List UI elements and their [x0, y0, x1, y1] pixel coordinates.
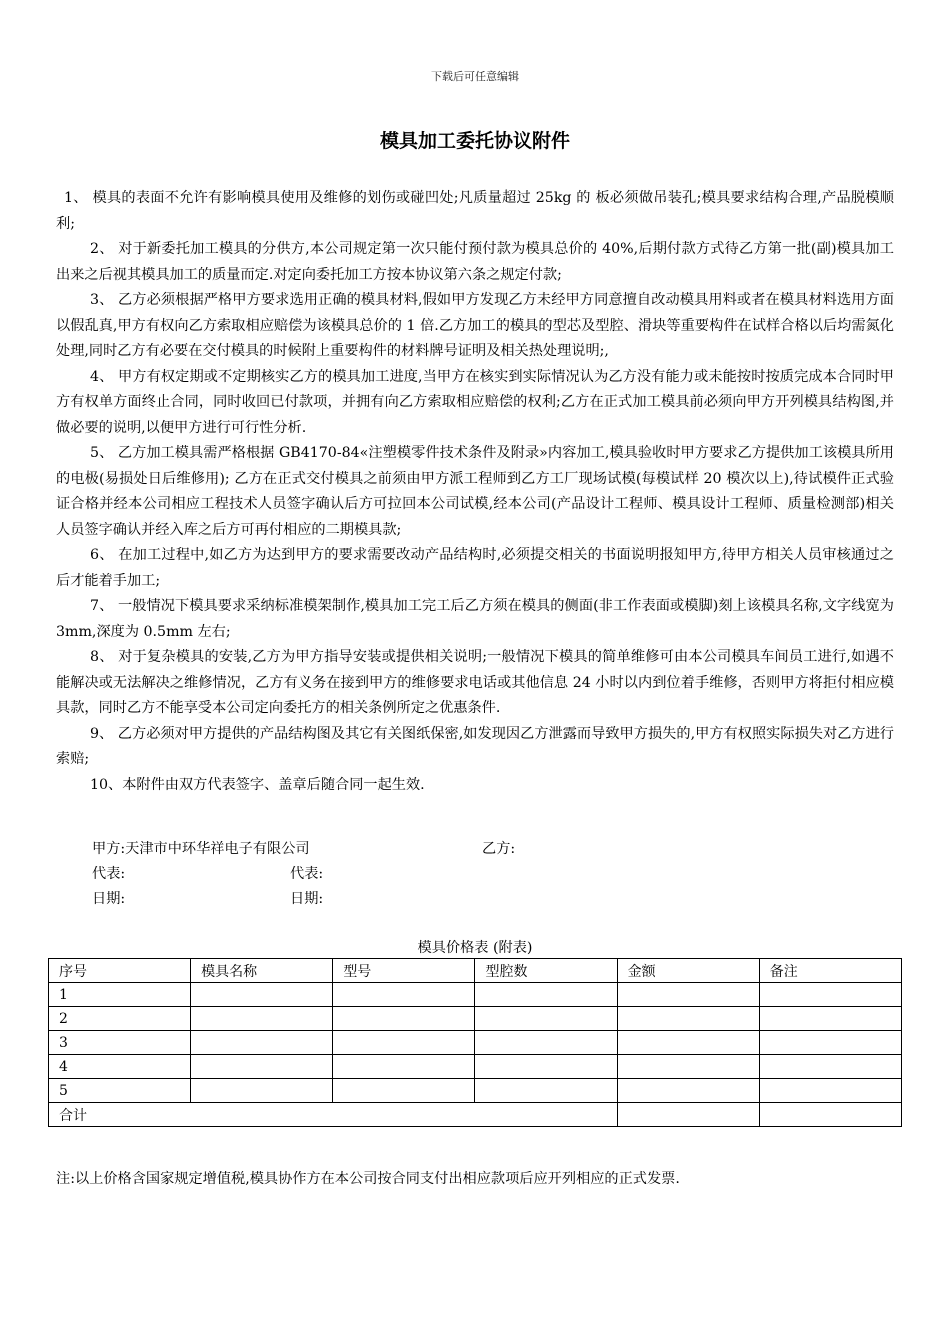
row-number: 3 [49, 1031, 191, 1055]
document-title: 模具加工委托协议附件 [379, 130, 570, 152]
table-row [49, 1031, 902, 1055]
table-cell [333, 1007, 475, 1031]
table-row [49, 1007, 902, 1031]
table-cell [333, 1031, 475, 1055]
clause-8: 8、 对于复杂模具的安装,乙方为甲方指导安装或提供相关说明;一般情况下模具的简单维修可由本公司模具车间员工进行,如遇不能解决或无法解决之维修情况，乙方有义务在接到甲方的维修要求电话或其他信息 24 小时以内到位着手维修，否则甲方将拒付相应模具款，同时乙方不能享受本公司定向委托方的相关条例所定之优惠条件. [56, 649, 894, 716]
date-a: 日期: [92, 891, 126, 907]
party-b: 乙方: [482, 841, 516, 857]
table-cell [475, 983, 617, 1007]
table-cell [333, 1079, 475, 1103]
table-cell [759, 1055, 901, 1079]
table-cell [191, 1079, 333, 1103]
total-amount-cell [617, 1103, 759, 1127]
table-cell [191, 1055, 333, 1079]
row-number: 2 [49, 1007, 191, 1031]
table-header-row [49, 959, 902, 983]
header-cell: 备注 [759, 959, 901, 983]
table-cell [333, 1055, 475, 1079]
clause-2: 2、 对于新委托加工模具的分供方,本公司规定第一次只能付预付款为模具总价的 40%,后期付款方式待乙方第一批(副)模具加工出来之后视其模具加工的质量而定.对定向委托加工方按本协议第六条之规定付款; [56, 241, 894, 283]
table-row [49, 983, 902, 1007]
party-a: 甲方:天津市中环华祥电子有限公司 [92, 841, 310, 857]
clause-7: 7、 一般情况下模具要求采纳标准模架制作,模具加工完工后乙方须在模具的侧面(非工作表面或模脚)刻上该模具名称,文字线宽为 3mm,深度为 0.5mm 左右; [56, 598, 894, 640]
table-cell [617, 1079, 759, 1103]
header-cell: 金额 [617, 959, 759, 983]
header-cell: 序号 [49, 959, 191, 983]
header-cell: 型腔数 [475, 959, 617, 983]
clause-9: 9、 乙方必须对甲方提供的产品结构图及其它有关图纸保密,如发现因乙方泄露而导致甲方损失的,甲方有权照实际损失对乙方进行索赔; [56, 725, 894, 767]
table-cell [617, 1055, 759, 1079]
row-number: 4 [49, 1055, 191, 1079]
clause-3: 3、 乙方必须根据严格甲方要求选用正确的模具材料,假如甲方发现乙方未经甲方同意擅自改动模具用料或者在模具材料选用方面以假乱真,甲方有权向乙方索取相应赔偿为该模具总价的 1 倍.乙方加工的模具的型芯及型腔、滑块等重要构件在试样合格以后均需氮化处理,同时乙方有必要在交付模具的时候附上重要构件的材料牌号证明及相关热处理说明;, [56, 292, 894, 359]
row-number: 1 [49, 983, 191, 1007]
price-table [48, 958, 902, 1127]
header-cell: 型号 [333, 959, 475, 983]
table-row [49, 1079, 902, 1103]
clause-10: 10、本附件由双方代表签字、盖章后随合同一起生效. [90, 776, 425, 793]
table-cell [759, 983, 901, 1007]
clauses [56, 186, 894, 798]
date-b: 日期: [290, 891, 324, 907]
table-cell [617, 1007, 759, 1031]
total-remark-cell [759, 1103, 901, 1127]
table-cell [617, 1031, 759, 1055]
table-cell [333, 983, 475, 1007]
table-cell [475, 1079, 617, 1103]
table-caption: 模具价格表 (附表) [417, 940, 533, 956]
table-cell [475, 1031, 617, 1055]
clause-5: 5、 乙方加工模具需严格根据 GB4170-84«注塑模零件技术条件及附录»内容加工,模具验收时甲方要求乙方提供加工该模具所用的电极(易损处日后维修用); 乙方在正式交付模具之前须由甲方派工程师到乙方工厂现场试模(每模试样 20 模次以上),待试模件正式验证合格并经本公司相应工程技术人员签字确认后方可拉回本公司试模,经本公司(产品设计工程师、模具设计工程师、质量检测部)相关人员签字确认并经入库之后方可再付相应的二期模具款; [56, 445, 894, 538]
table-row [49, 1055, 902, 1079]
header-cell: 模具名称 [191, 959, 333, 983]
table-cell [759, 1079, 901, 1103]
clause-6: 6、 在加工过程中,如乙方为达到甲方的要求需要改动产品结构时,必须提交相关的书面说明报知甲方,待甲方相关人员审核通过之后才能着手加工; [56, 547, 894, 589]
table-cell [759, 1031, 901, 1055]
clause-4: 4、 甲方有权定期或不定期核实乙方的模具加工进度,当甲方在核实到实际情况认为乙方没有能力或未能按时按质完成本合同时甲方有权单方面终止合同，同时收回已付款项，并拥有向乙方索取相应赔偿的权利;乙方在正式加工模具前必须向甲方开列模具结构图,并做必要的说明,以便甲方进行可行性分析. [56, 368, 894, 436]
table-cell [191, 1007, 333, 1031]
table-cell [617, 983, 759, 1007]
rep-a: 代表: [92, 866, 126, 882]
table-cell [191, 983, 333, 1007]
table-cell [759, 1007, 901, 1031]
total-label: 合计 [49, 1103, 618, 1127]
rep-b: 代表: [290, 866, 324, 882]
table-cell [475, 1055, 617, 1079]
header-note: 下载后可任意编辑 [431, 70, 519, 83]
table-cell [475, 1007, 617, 1031]
row-number: 5 [49, 1079, 191, 1103]
footnote: 注:以上价格含国家规定增值税,模具协作方在本公司按合同支付出相应款项后应开列相应的正式发票. [56, 1171, 680, 1187]
table-cell [191, 1031, 333, 1055]
clause-1: 1、 模具的表面不允许有影响模具使用及维修的划伤或碰凹处;凡质量超过 25kg 的 板必须做吊装孔;模具要求结构合理,产品脱模顺利; [56, 190, 894, 232]
total-row [49, 1103, 902, 1127]
